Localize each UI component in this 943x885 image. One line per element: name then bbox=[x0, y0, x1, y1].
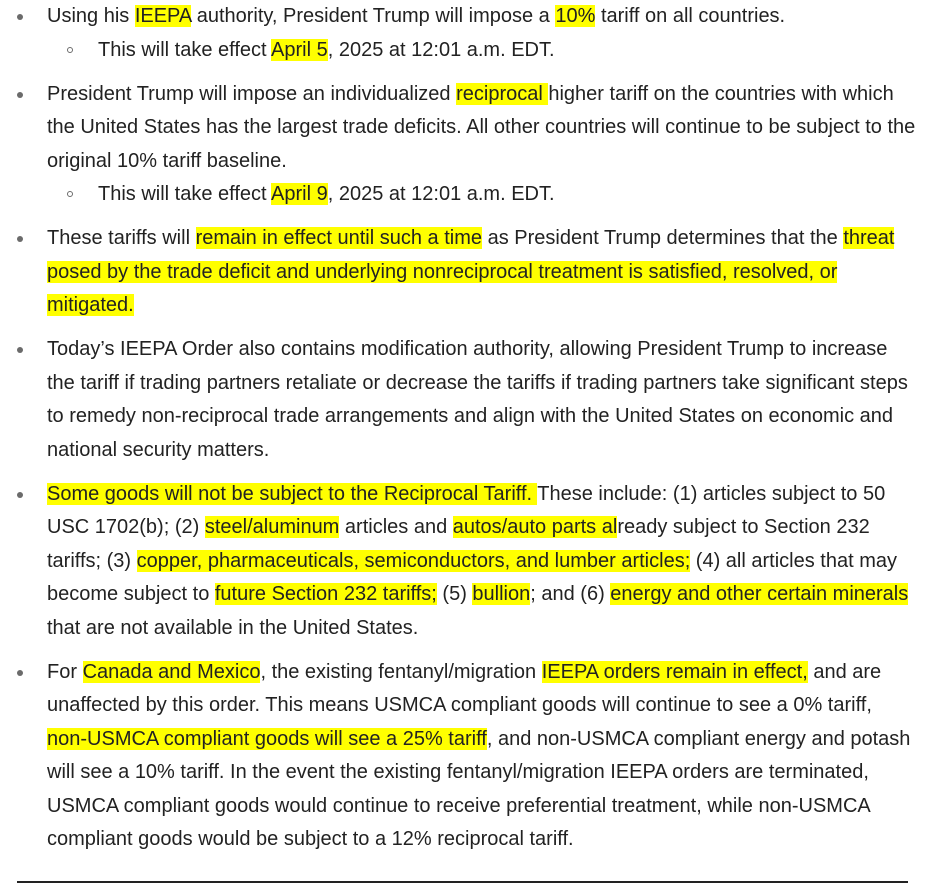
circle-bullet-icon bbox=[67, 191, 73, 197]
bullet-icon bbox=[17, 492, 23, 498]
item-text: Using his IEEPA authority, President Trump will impose a 10% tariff on all countries. bbox=[47, 5, 786, 27]
item-text: For Canada and Mexico, the existing fentanyl/migration IEEPA orders remain in effect, and are unaffected by this order. This means USMCA compliant goods will continue to see a 0% tariff, non-USMCA compliant goods will see a 25% tariff, and non-USMCA compliant energy and potash will see a 10% tariff. In the event the existing fentanyl/migration IEEPA orders are terminated, USMCA compliant goods would continue to receive preferential treatment, while non-USMCA compliant goods would be subject to a 12% reciprocal tariff. bbox=[47, 660, 911, 850]
bullet-icon bbox=[17, 670, 23, 676]
list-item bbox=[0, 333, 943, 467]
list-item bbox=[0, 656, 943, 857]
bullet-icon bbox=[17, 236, 23, 242]
item-text: Some goods will not be subject to the Reciprocal Tariff. These include: (1) articles subject to 50 USC 1702(b); (2) steel/aluminum articles and autos/auto parts already subject to Section 232 tariffs; (3) copper, pharmaceuticals, semiconductors, and lumber articles; (4) all articles that may become subject to future Section 232 tariffs; (5) bullion; and (6) energy and other certain minerals that are not available in the United States. bbox=[47, 482, 909, 639]
list-item bbox=[0, 0, 943, 67]
sub-item: This will take effect April 5, 2025 at 12:01 a.m. EDT. bbox=[47, 34, 917, 68]
sub-item: This will take effect April 9, 2025 at 12:01 a.m. EDT. bbox=[47, 178, 917, 212]
item-text: President Trump will impose an individualized reciprocal higher tariff on the countries with which the United States has the largest trade deficits. All other countries will continue to be subject to the original 10% tariff baseline. bbox=[47, 82, 916, 172]
list-item bbox=[0, 478, 943, 646]
list-item bbox=[0, 78, 943, 212]
bullet-icon bbox=[17, 92, 23, 98]
item-text: These tariffs will remain in effect until such a time as President Trump determines that the threat posed by the trade deficit and underlying nonreciprocal treatment is satisfied, resolved, or mitigated. bbox=[47, 227, 895, 316]
bullet-icon bbox=[17, 347, 23, 353]
circle-bullet-icon bbox=[67, 47, 73, 53]
list-item bbox=[0, 222, 943, 323]
bullet-icon bbox=[17, 14, 23, 20]
item-text: Today’s IEEPA Order also contains modification authority, allowing President Trump to increase the tariff if trading partners retaliate or decrease the tariffs if trading partners take significant steps to remedy non-reciprocal trade arrangements and align with the United States on economic and national security matters. bbox=[47, 338, 908, 461]
underline-divider bbox=[17, 881, 908, 883]
